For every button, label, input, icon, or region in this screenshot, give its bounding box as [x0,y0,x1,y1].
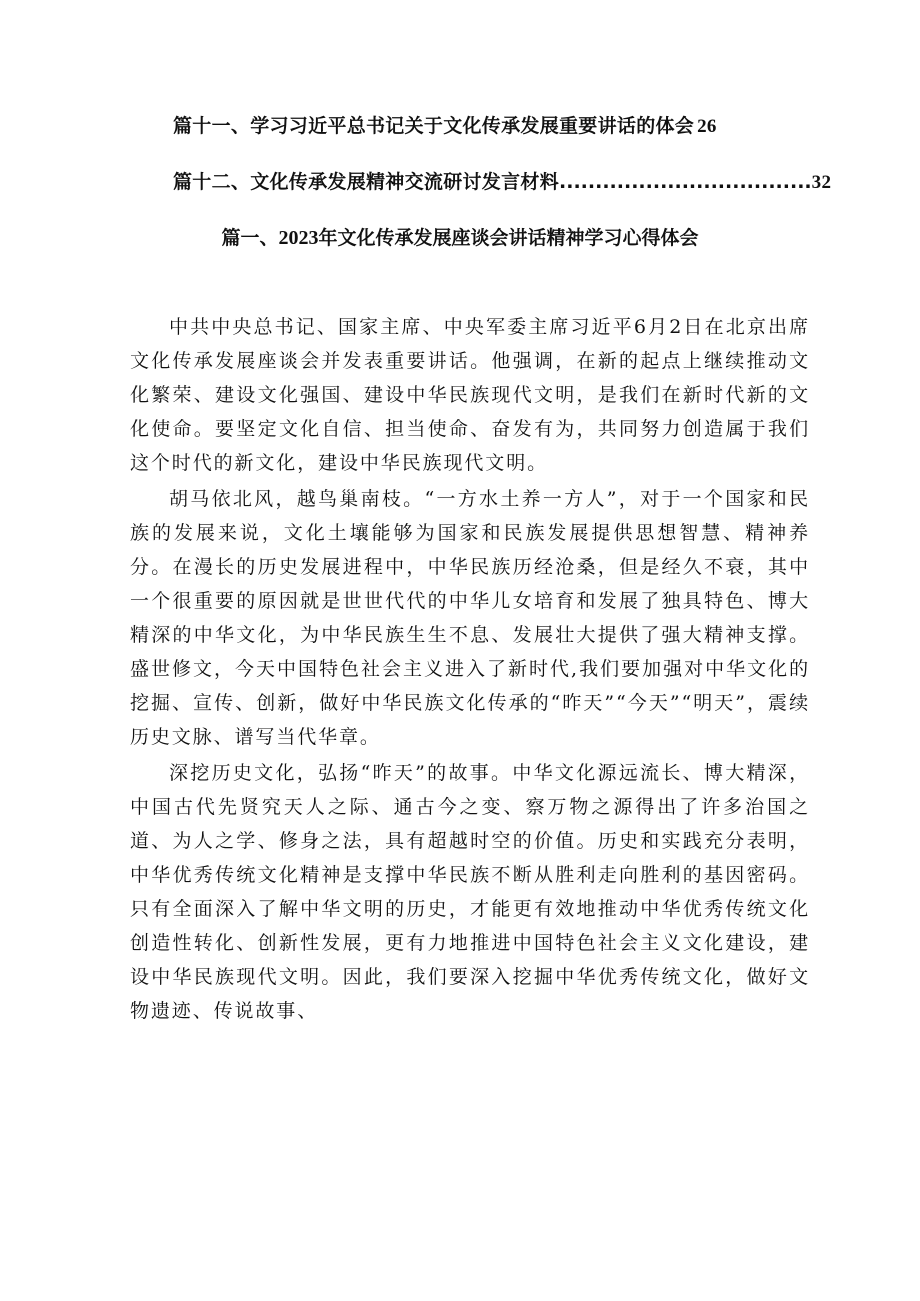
toc-entry-title: 篇十二、文化传承发展精神交流研讨发言材料 [173,171,560,193]
document-body [130,310,810,1028]
toc-entry[interactable] [173,170,831,195]
body-paragraph: 胡马依北风，越鸟巢南枝。“一方水土养一方人”，对于一个国家和民族的发展来说，文化土壤能够为国家和民族发展提供思想智慧、精神养分。在漫长的历史发展进程中，中华民族历经沧桑，但是经久不衰，其中一个很重要的原因就是世世代代的中华儿女培育和发展了独具特色、博大精深的中华文化，为中华民族生生不息、发展壮大提供了强大精神支撑。盛世修文，今天中国特色社会主义进入了新时代,我们要加强对中华文化的挖掘、宣传、创新，做好中华民族文化传承的“昨天”“今天”“明天”，震续历史文脉、谱写当代华章。 [130,488,810,748]
title-text: 年文化传承发展座谈会讲话精神学习心得体会 [318,227,699,249]
body-paragraph: 中共中央总书记、国家主席、中央军委主席习近平6月2日在北京出席文化传承发展座谈会并发表重要讲话。他强调，在新的起点上继续推动文化繁荣、建设文化强国、建设中华民族现代文明，是我们在新时代新的文化使命。要坚定文化自信、担当使命、奋发有为，共同努力创造属于我们这个时代的新文化，建设中华民族现代文明。 [130,316,810,474]
title-year: 2023 [278,227,319,249]
toc-entry[interactable] [173,114,717,139]
document-title [0,226,920,250]
toc-entry-page-number: 26 [697,116,717,137]
body-paragraph: 深挖历史文化，弘扬“昨天”的故事。中华文化源远流长、博大精深，中国古代先贤究天人之际、通古今之变、察万物之源得出了许多治国之道、为人之学、修身之法，具有超越时空的价值。历史和实践充分表明，中华优秀传统文化精神是支撑中华民族不断从胜利走向胜利的基因密码。只有全面深入了解中华文明的历史，才能更有效地推动中华优秀传统文化创造性转化、创新性发展，更有力地推进中国特色社会主义文化建设，建设中华民族现代文明。因此，我们要深入挖掘中华优秀传统文化，做好文物遗迹、传说故事、 [130,762,810,1022]
toc-entry-title: 篇十一、学习习近平总书记关于文化传承发展重要讲话的体会 [173,115,695,137]
title-prefix: 篇一、 [221,227,279,249]
toc-dot-leader: ................................... [559,171,812,193]
toc-entry-page-number: 32 [811,172,832,193]
